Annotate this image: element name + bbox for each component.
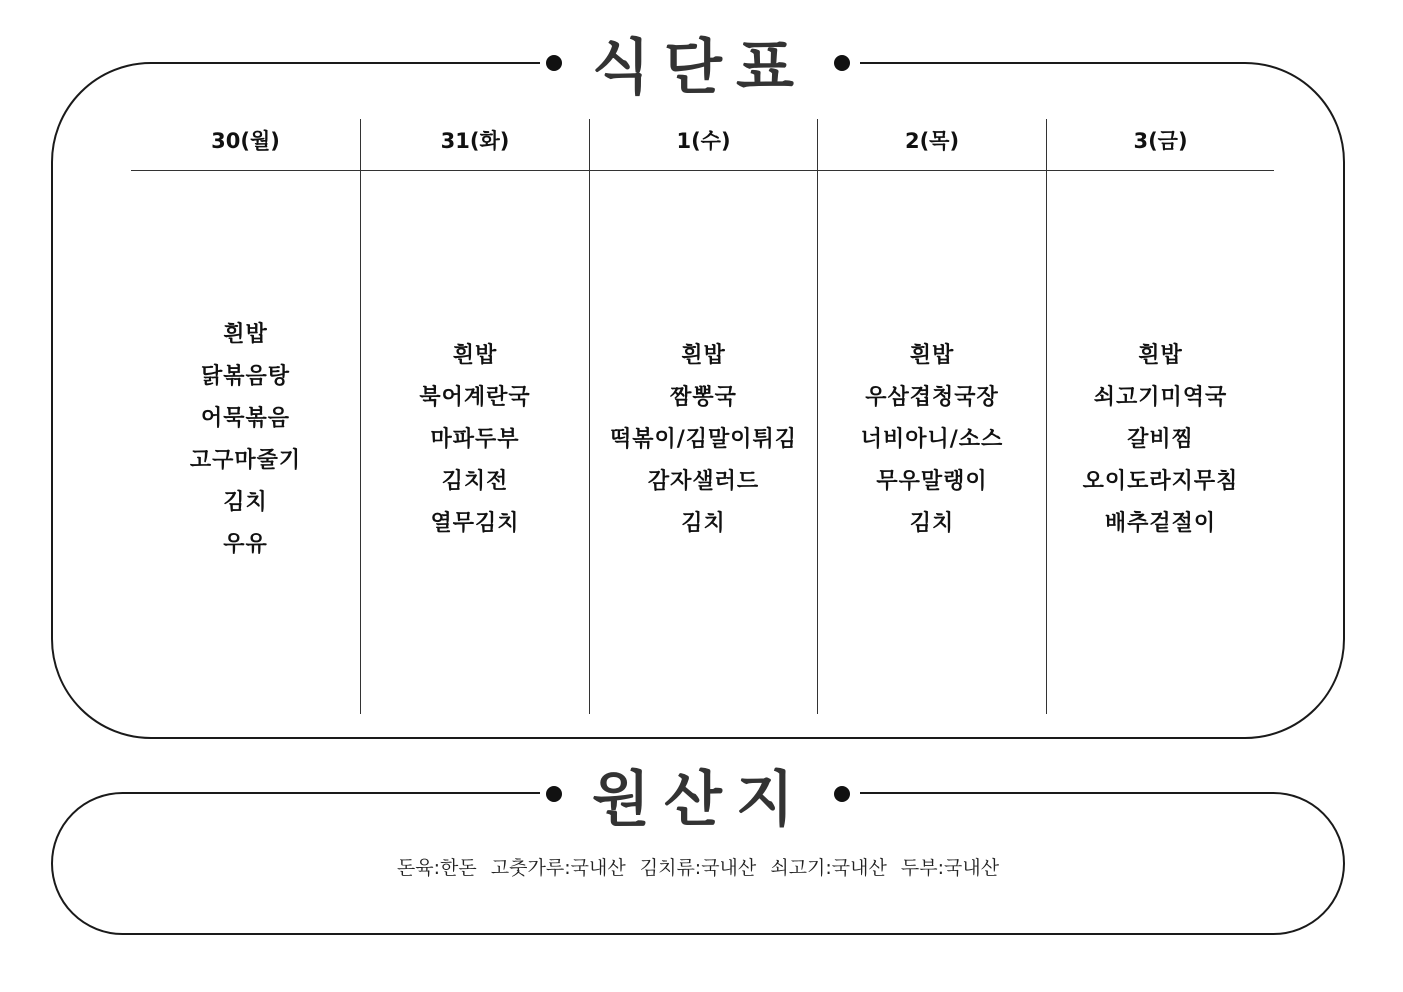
menu-column-wed xyxy=(590,335,817,545)
menu-item: 쇠고기미역국 xyxy=(1093,385,1228,410)
menu-item: 마파두부 xyxy=(430,427,520,452)
origin-title-left-dot-icon xyxy=(546,786,562,802)
menu-item: 열무김치 xyxy=(430,511,520,536)
menu-item: 김치 xyxy=(223,490,268,515)
day-header-fri: 3(금) xyxy=(1133,129,1188,153)
origin-entry-pork: 돈육:한돈 xyxy=(396,857,477,879)
menu-item: 흰밥 xyxy=(223,322,268,347)
menu-item: 너비아니/소스 xyxy=(860,427,1004,452)
day-header-tue: 31(화) xyxy=(440,129,510,153)
menu-title-right-dot-icon xyxy=(834,55,850,71)
origin-list xyxy=(51,853,1345,883)
day-header-mon: 30(월) xyxy=(211,129,280,153)
menu-item: 고구마줄기 xyxy=(189,448,302,473)
header-divider xyxy=(131,170,1274,171)
menu-item: 떡볶이/김말이튀김 xyxy=(609,427,798,452)
menu-item: 어묵볶음 xyxy=(200,406,290,431)
menu-column-mon xyxy=(131,314,360,566)
menu-title-left-dot-icon xyxy=(546,55,562,71)
menu-item: 짬뽕국 xyxy=(670,385,737,410)
menu-item: 흰밥 xyxy=(1138,343,1183,368)
menu-item: 흰밥 xyxy=(909,343,955,368)
menu-item: 닭볶음탕 xyxy=(200,364,290,389)
origin-entry-kimchi: 김치류:국내산 xyxy=(639,857,757,879)
menu-item: 흰밥 xyxy=(681,343,726,368)
menu-item: 김치 xyxy=(681,511,726,536)
origin-title-right-dot-icon xyxy=(834,786,850,802)
day-header-wed: 1(수) xyxy=(676,129,731,153)
origin-entry-red-pepper: 고춧가루:국내산 xyxy=(490,857,626,879)
menu-item: 무우말랭이 xyxy=(876,469,988,494)
menu-column-thu xyxy=(818,335,1046,545)
menu-item: 감자샐러드 xyxy=(647,469,760,494)
menu-column-tue xyxy=(361,335,589,545)
menu-item: 우유 xyxy=(223,532,268,557)
day-header-thu: 2(목) xyxy=(904,129,960,153)
menu-item: 흰밥 xyxy=(452,343,498,368)
menu-title: 식단표 xyxy=(592,33,808,103)
menu-item: 배추겉절이 xyxy=(1104,511,1217,536)
menu-item: 우삼겹청국장 xyxy=(865,385,999,410)
origin-entry-beef: 쇠고기:국내산 xyxy=(770,857,887,879)
menu-item: 북어계란국 xyxy=(419,385,531,410)
menu-item: 갈비찜 xyxy=(1127,427,1194,452)
menu-item: 오이도라지무침 xyxy=(1082,469,1239,494)
origin-title: 원산지 xyxy=(592,765,808,835)
menu-item: 김치 xyxy=(909,511,955,536)
menu-item: 김치전 xyxy=(441,469,509,494)
menu-column-fri xyxy=(1047,335,1274,545)
origin-entry-tofu: 두부:국내산 xyxy=(900,857,1000,879)
